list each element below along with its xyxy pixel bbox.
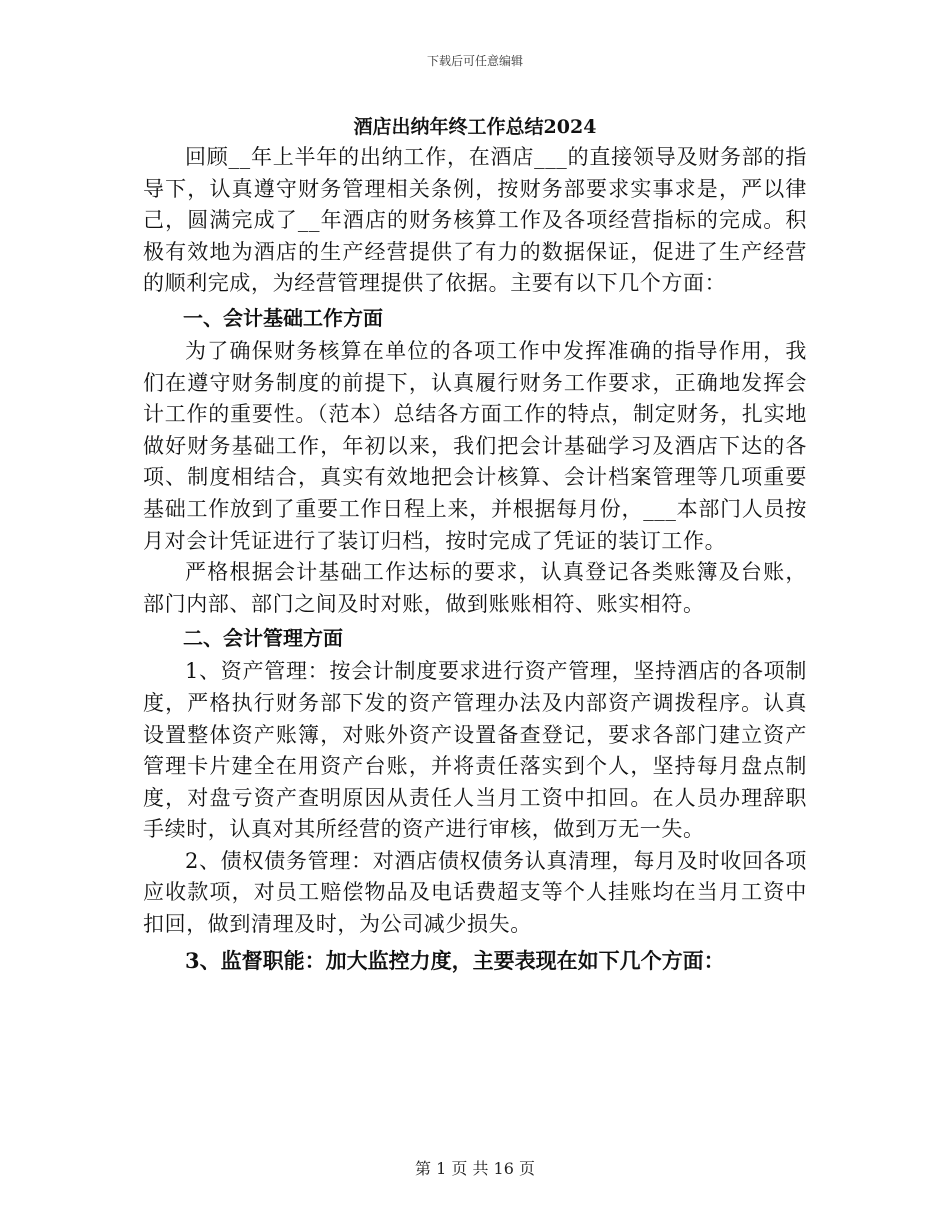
section-2-heading: 二、会计管理方面 bbox=[183, 626, 343, 651]
intro-paragraph: 回顾__年上半年的出纳工作，在酒店___的直接领导及财务部的指导下，认真遵守财务管理相关条例，按财务部要求实事求是，严以律己，圆满完成了__年酒店的财务核算工作及各项经营指标的完成。积极有效地为酒店的生产经营提供了有力的数据保证，促进了生产经营的顺利完成，为经营管理提供了依据。主要有以下几个方面： bbox=[143, 145, 807, 296]
section-2-sub-heading: 3、监督职能：加大监控力度，主要表现在如下几个方面： bbox=[185, 947, 725, 973]
section-1-paragraph-1: 为了确保财务核算在单位的各项工作中发挥准确的指导作用，我们在遵守财务制度的前提下，认真履行财务工作要求，正确地发挥会计工作的重要性。（范本）总结各方面工作的特点，制定财务，扎实地做好财务基础工作，年初以来，我们把会计基础学习及酒店下达的各项、制度相结合，真实有效地把会计核算、会计档案管理等几项重要基础工作放到了重要工作日程上来，并根据每月份，___本部门人员按月对会计凭证进行了装订归档，按时完成了凭证的装订工作。 bbox=[143, 338, 807, 553]
section-2-paragraph-1: 1、资产管理：按会计制度要求进行资产管理，坚持酒店的各项制度，严格执行财务部下发的资产管理办法及内部资产调拨程序。认真设置整体资产账簿，对账外资产设置备查登记，要求各部门建立资产管理卡片建全在用资产台账，并将责任落实到个人，坚持每月盘点制度，对盘亏资产查明原因从责任人当月工资中扣回。在人员办理辞职手续时，认真对其所经营的资产进行审核，做到万无一失。 bbox=[143, 659, 807, 842]
section-2-paragraph-2: 2、债权债务管理：对酒店债权债务认真清理，每月及时收回各项应收款项，对员工赔偿物品及电话费超支等个人挂账均在当月工资中扣回，做到清理及时，为公司减少损失。 bbox=[143, 848, 807, 937]
page-header-note: 下载后可任意编辑 bbox=[426, 54, 523, 68]
document-body bbox=[143, 112, 807, 981]
section-1-heading: 一、会计基础工作方面 bbox=[183, 305, 383, 330]
page-number: 第 1 页 共 16 页 bbox=[415, 1159, 535, 1178]
section-1-paragraph-2: 严格根据会计基础工作达标的要求，认真登记各类账簿及台账，部门内部、部门之间及时对账，做到账账相符、账实相符。 bbox=[143, 560, 807, 616]
document-title: 酒店出纳年终工作总结2024 bbox=[353, 116, 597, 138]
